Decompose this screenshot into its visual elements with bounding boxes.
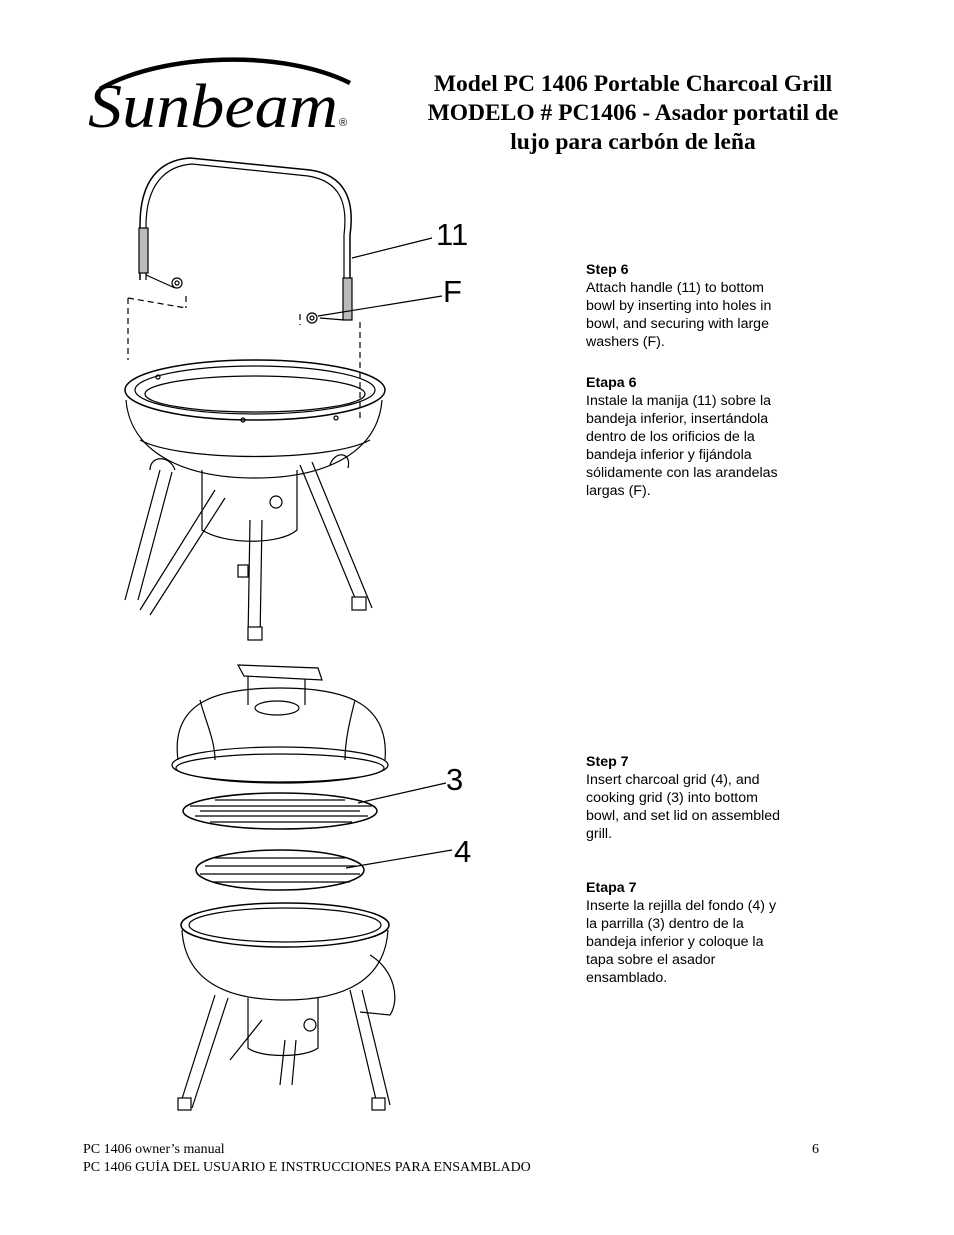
leader-f — [318, 296, 442, 316]
step6-instructions — [586, 261, 826, 351]
logo-wordmark: Sunbeam — [88, 73, 338, 137]
footer-spanish-title: PC 1406 GUÍA DEL USUARIO E INSTRUCCIONES PARA ENSAMBLADO — [83, 1160, 531, 1175]
leader-11 — [352, 238, 432, 258]
step7-instructions — [586, 753, 826, 843]
title-line-1: Model PC 1406 Portable Charcoal Grill — [433, 71, 833, 97]
step7-line: grill. — [586, 826, 613, 842]
charcoal-grid-4 — [196, 850, 364, 890]
etapa6-line: sólidamente con las arandelas — [586, 465, 778, 481]
bottom-bowl-rim — [125, 360, 385, 420]
step6-line: bowl by inserting into holes in — [586, 298, 772, 314]
step7-illustration — [172, 665, 452, 1110]
step7-line: bowl, and set lid on assembled — [586, 808, 781, 824]
etapa7-line: ensamblado. — [586, 970, 668, 986]
leg-front-left — [125, 470, 172, 600]
step6-line: Attach handle (11) to bottom — [586, 280, 764, 296]
etapa7-line: la parrilla (3) dentro de la — [586, 916, 744, 932]
etapa7-heading: Etapa 7 — [586, 880, 637, 896]
lid-handle — [238, 665, 322, 680]
callout-3: 3 — [446, 762, 464, 797]
step6-heading: Step 6 — [586, 262, 629, 278]
etapa7-instructions — [586, 879, 826, 987]
etapa7-line: tapa sobre el asador — [586, 952, 716, 968]
leader-3 — [358, 783, 446, 803]
title-line-3: lujo para carbón de leña — [510, 129, 756, 155]
etapa6-instructions — [586, 374, 826, 500]
grill-lid — [177, 688, 385, 760]
assembled-bowl-rim — [181, 903, 389, 947]
washer-f-right — [307, 313, 317, 323]
step6-illustration — [125, 158, 442, 640]
callout-11: 11 — [436, 217, 469, 252]
logo-registered-mark: ® — [339, 117, 348, 129]
leader-4 — [346, 850, 452, 868]
step6-line: bowl, and securing with large — [586, 316, 769, 332]
etapa6-line: dentro de los orificios de la — [586, 429, 755, 445]
step7-heading: Step 7 — [586, 754, 629, 770]
callout-f: F — [443, 274, 462, 309]
etapa6-line: largas (F). — [586, 483, 651, 499]
step7-line: Insert charcoal grid (4), and — [586, 772, 760, 788]
step7-line: cooking grid (3) into bottom — [586, 790, 758, 806]
callout-4: 4 — [454, 834, 472, 869]
etapa6-line: Instale la manija (11) sobre la — [586, 393, 772, 409]
footer-manual-title: PC 1406 owner’s manual — [83, 1142, 225, 1157]
title-line-2: MODELO # PC1406 - Asador portatil de — [427, 100, 839, 126]
etapa6-heading: Etapa 6 — [586, 375, 637, 391]
step6-line: washers (F). — [586, 334, 665, 350]
etapa7-line: bandeja inferior y coloque la — [586, 934, 764, 950]
etapa6-line: bandeja inferior, insertándola — [586, 411, 769, 427]
page-number: 6 — [812, 1142, 819, 1157]
etapa6-line: bandeja inferior y fijándola — [586, 447, 752, 463]
etapa7-line: Inserte la rejilla del fondo (4) y — [586, 898, 777, 914]
washer-f-left — [172, 278, 182, 288]
handle-part-11 — [140, 158, 351, 320]
